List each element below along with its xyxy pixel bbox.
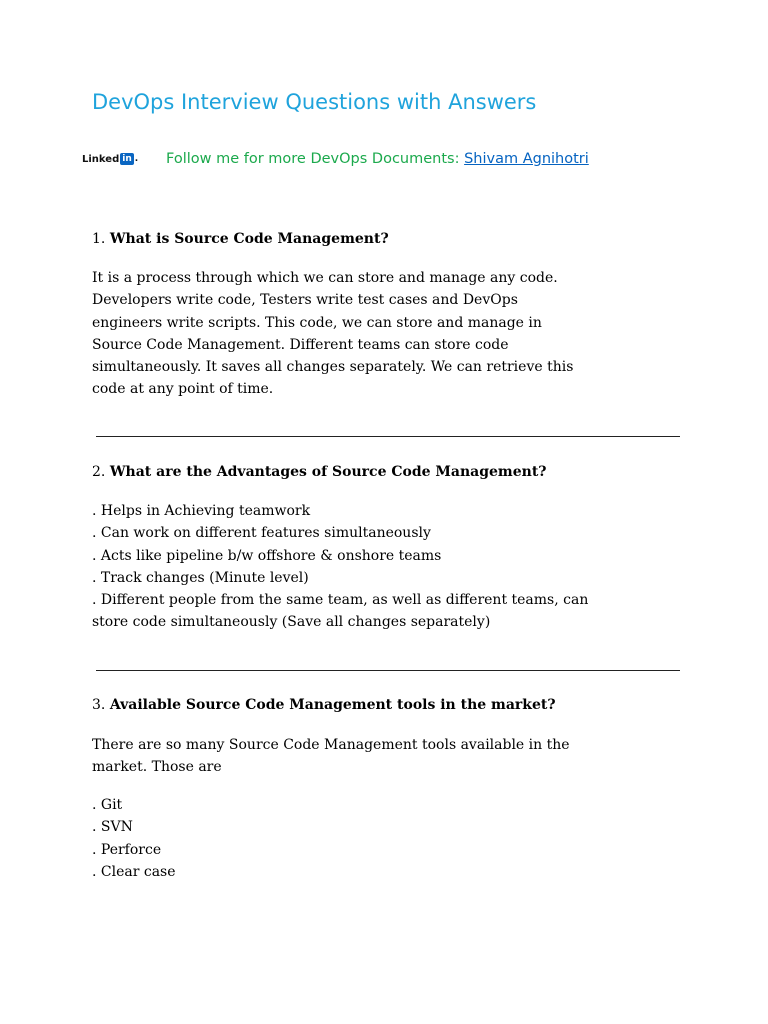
list-item: . Git — [92, 797, 123, 813]
answer-line: Developers write code, Testers write test cases and DevOps — [92, 292, 518, 309]
answer-line: It is a process through which we can store and manage any code. — [92, 270, 558, 286]
follow-text — [166, 151, 589, 167]
linkedin-dot-icon: . — [134, 154, 139, 164]
answer-3-intro — [92, 734, 692, 779]
question-1 — [92, 228, 389, 250]
answer-1 — [92, 267, 692, 401]
document-title: DevOps Interview Questions with Answers — [92, 90, 537, 114]
answer-line: There are so many Source Code Management tools available in the — [92, 737, 570, 753]
answer-line: store code simultaneously (Save all changes separately) — [92, 614, 491, 631]
list-item: . SVN — [92, 819, 133, 836]
question-text: What is Source Code Management? — [109, 231, 389, 247]
follow-label: Follow me for more DevOps Documents: — [166, 151, 465, 167]
answer-line: Source Code Management. Different teams can store code — [92, 336, 509, 353]
linkedin-logo-text: Linked — [82, 153, 120, 165]
section-divider — [96, 436, 680, 437]
linkedin-in-icon: in — [122, 154, 132, 164]
question-text: What are the Advantages of Source Code Management? — [109, 464, 547, 480]
answer-line: . Can work on different features simultaneously — [92, 525, 431, 542]
author-link[interactable]: Shivam Agnihotri — [464, 151, 589, 167]
answer-line: code at any point of time. — [92, 381, 274, 398]
answer-2 — [92, 500, 692, 634]
tools-list — [92, 794, 176, 883]
answer-line: . Different people from the same team, as well as different teams, can — [92, 592, 589, 609]
question-number: 2. — [92, 464, 106, 480]
list-item: . Clear case — [92, 863, 176, 880]
list-item: . Perforce — [92, 841, 162, 858]
question-2 — [92, 461, 547, 483]
section-divider — [96, 670, 680, 671]
answer-line: . Track changes (Minute level) — [92, 569, 309, 586]
question-text: Available Source Code Management tools in the market? — [109, 697, 556, 713]
answer-line: simultaneously. It saves all changes separately. We can retrieve this — [92, 359, 574, 376]
question-number: 3. — [92, 697, 106, 713]
answer-line: market. Those are — [92, 759, 222, 776]
question-number: 1. — [92, 231, 106, 247]
linkedin-logo[interactable] — [82, 153, 138, 165]
question-3 — [92, 694, 556, 716]
answer-line: . Helps in Achieving teamwork — [92, 503, 311, 519]
answer-line: . Acts like pipeline b/w offshore & onshore teams — [92, 547, 442, 564]
answer-line: engineers write scripts. This code, we can store and manage in — [92, 314, 542, 331]
